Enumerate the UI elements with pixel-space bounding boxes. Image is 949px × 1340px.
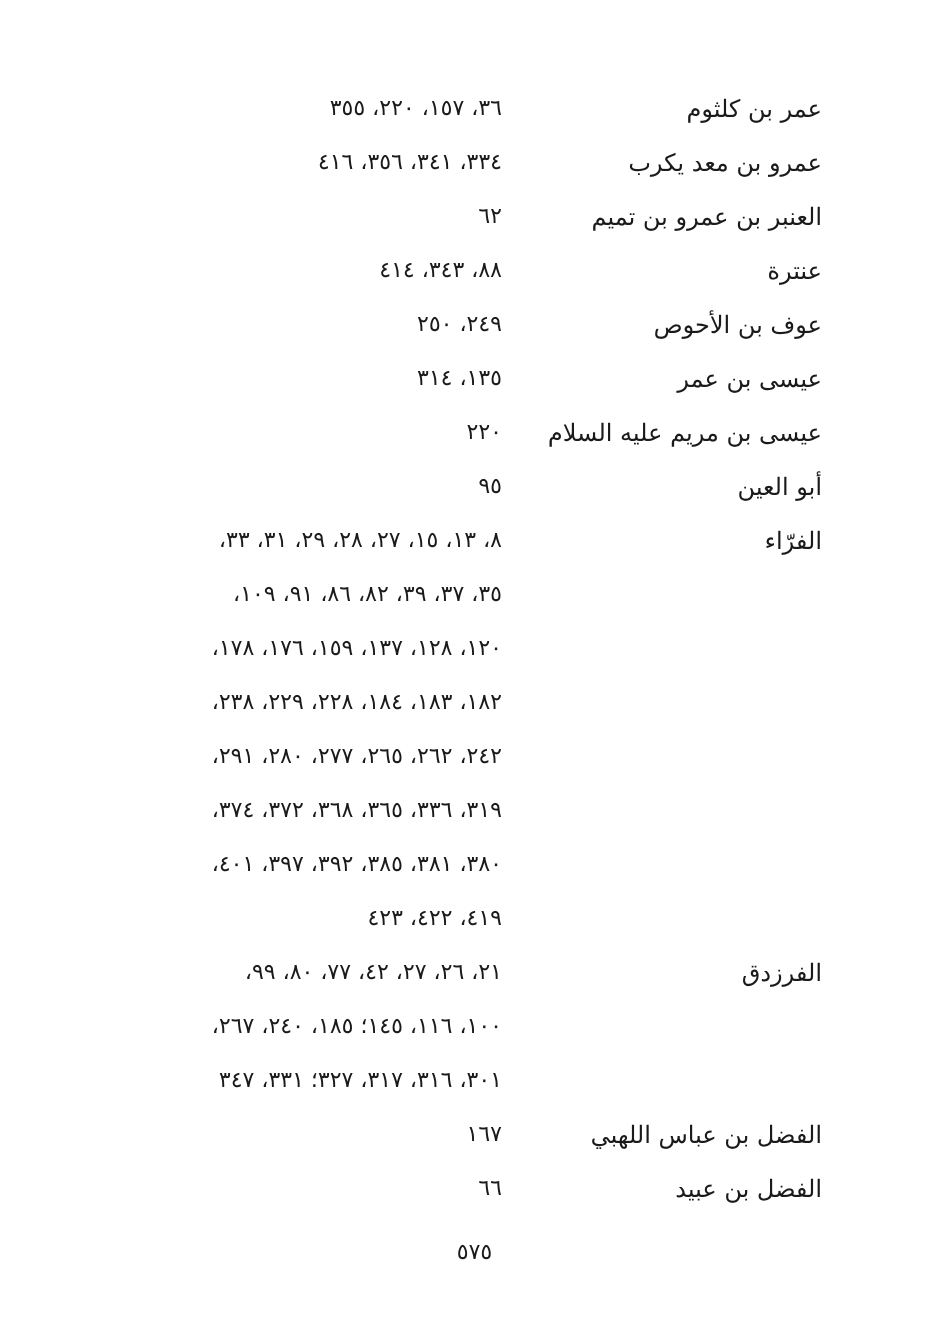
entry-pages: ٢٢٠: [466, 420, 502, 445]
index-entry-continuation: [100, 902, 822, 956]
entry-name: العنبر بن عمرو بن تميم: [591, 203, 822, 231]
index-entry: [100, 1172, 822, 1226]
entry-pages: ٦٢: [478, 204, 502, 229]
entry-pages: ٣٣٤، ٣٤١، ٣٥٦، ٤١٦: [317, 150, 502, 175]
index-entry-continuation: [100, 686, 822, 740]
index-entry-continuation: [100, 1010, 822, 1064]
page-number: ٥٧٥: [456, 1240, 493, 1265]
index-entry: [100, 1118, 822, 1172]
entry-pages: ٢٤٢، ٢٦٢، ٢٦٥، ٢٧٧، ٢٨٠، ٢٩١،: [211, 744, 502, 769]
index-entry: [100, 254, 822, 308]
index-entry: [100, 470, 822, 524]
entry-pages: ١٠٠، ١١٦، ١٤٥؛ ١٨٥، ٢٤٠، ٢٦٧،: [211, 1014, 502, 1039]
entry-pages: ٤١٩، ٤٢٢، ٤٢٣: [367, 906, 502, 931]
entry-pages: ٨٨، ٣٤٣، ٤١٤: [379, 258, 502, 283]
entry-pages: ٣٦، ١٥٧، ٢٢٠، ٣٥٥: [329, 96, 502, 121]
entry-name: عوف بن الأحوص: [653, 311, 822, 339]
index-entry-continuation: [100, 1064, 822, 1118]
entry-pages: ١٦٧: [466, 1122, 502, 1147]
entry-name: الفرّاء: [764, 527, 822, 555]
entry-pages: ١٢٠، ١٢٨، ١٣٧، ١٥٩، ١٧٦، ١٧٨،: [211, 636, 502, 661]
entry-name: أبو العين: [737, 473, 822, 501]
index-entry: [100, 308, 822, 362]
entry-pages: ٩٥: [478, 474, 502, 499]
entry-name: الفضل بن عبيد: [675, 1175, 822, 1203]
entry-pages: ٣١٩، ٣٣٦، ٣٦٥، ٣٦٨، ٣٧٢، ٣٧٤،: [211, 798, 502, 823]
index-entry-continuation: [100, 578, 822, 632]
entry-pages: ٢١، ٢٦، ٢٧، ٤٢، ٧٧، ٨٠، ٩٩،: [244, 960, 502, 985]
index-entry: [100, 200, 822, 254]
entry-pages: ١٨٢، ١٨٣، ١٨٤، ٢٢٨، ٢٢٩، ٢٣٨،: [211, 690, 502, 715]
entry-pages: ٣٠١، ٣١٦، ٣١٧، ٣٢٧؛ ٣٣١، ٣٤٧: [218, 1068, 502, 1093]
entry-name: عمر بن كلثوم: [686, 95, 822, 123]
index-entry-continuation: [100, 632, 822, 686]
entry-name: عنترة: [767, 257, 822, 285]
index-entry-continuation: [100, 794, 822, 848]
index-entry: [100, 146, 822, 200]
index-entry-continuation: [100, 848, 822, 902]
index-entry: [100, 362, 822, 416]
entry-name: عيسى بن عمر: [677, 365, 822, 393]
entry-name: الفضل بن عباس اللهبي: [590, 1121, 822, 1149]
index-entry: [100, 416, 822, 470]
entry-pages: ٦٦: [478, 1176, 502, 1201]
entry-pages: ١٣٥، ٣١٤: [417, 366, 502, 391]
entry-pages: ٣٨٠، ٣٨١، ٣٨٥، ٣٩٢، ٣٩٧، ٤٠١،: [211, 852, 502, 877]
entry-pages: ٣٥، ٣٧، ٣٩، ٨٢، ٨٦، ٩١، ١٠٩،: [233, 582, 502, 607]
index-entry: [100, 956, 822, 1010]
entry-pages: ٢٤٩، ٢٥٠: [417, 312, 502, 337]
entry-name: عمرو بن معد يكرب: [628, 149, 822, 177]
index-entry-continuation: [100, 740, 822, 794]
index-entry: [100, 524, 822, 578]
entry-name: الفرزدق: [741, 959, 822, 987]
index-entry: [100, 92, 822, 146]
entry-pages: ٨، ١٣، ١٥، ٢٧، ٢٨، ٢٩، ٣١، ٣٣،: [218, 528, 502, 553]
entry-name: عيسى بن مريم عليه السلام: [547, 419, 822, 447]
